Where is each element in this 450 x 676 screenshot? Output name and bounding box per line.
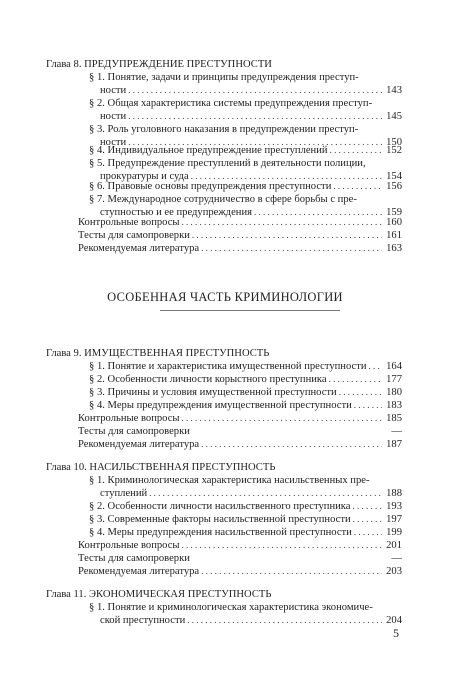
page-ref: 145 [386,111,402,122]
toc-entry: § 7. Международное сотрудничество в сфере борьбы с пре- ступностью и ее предупреждения . . . 159 [89,193,402,219]
page-ref: 188 [386,488,402,499]
page-ref: 193 [386,501,402,512]
toc-entry: § 2. Общая характеристика системы предупреждения преступ- ности . . . 145 [89,97,402,123]
page-ref: 203 [386,566,402,577]
chapter-heading: Глава 9. ИМУЩЕСТВЕННАЯ ПРЕСТУПНОСТЬ [46,348,270,359]
page-ref: 156 [386,181,402,192]
toc-entry: § 1. Понятие, задачи и принципы предупреждения преступ- ности . . . 143 [89,71,402,97]
toc-entry: Рекомендуемая литература . . . 163 [78,242,402,255]
toc-entry: § 1. Понятие и криминологическая характеристика экономиче- ской преступности . . . 204 [89,601,402,627]
toc-entry: § 1. Понятие и характеристика имущественной преступности . . . 164 [89,360,402,373]
section-heading: ОСОБЕННАЯ ЧАСТЬ КРИМИНОЛОГИИ [107,290,343,304]
page-ref: 201 [386,540,402,551]
toc-entry: § 1. Криминологическая характеристика насильственных пре- ступлений . . . 188 [89,474,402,500]
toc-entry: § 6. Правовые основы предупреждения преступности . . . 156 [89,180,402,193]
toc-entry: Контрольные вопросы . . . 185 [78,412,402,425]
toc-entry: § 4. Меры предупреждения насильственной преступности . . . 199 [89,526,402,539]
page-ref: 187 [386,439,402,450]
toc-entry: § 3. Причины и условия имущественной преступности . . . 180 [89,386,402,399]
toc-entry: § 2. Особенности личности корыстного преступника . . . 177 [89,373,402,386]
page-ref: 160 [386,217,402,228]
toc-entry: Контрольные вопросы . . . 201 [78,539,402,552]
toc-entry: Тесты для самопроверки — [78,426,402,437]
toc-entry: § 2. Особенности личности насильственного преступника . . . 193 [89,500,402,513]
page-ref: 161 [386,230,402,241]
page-ref: 199 [386,527,402,538]
page-ref: — [391,426,402,437]
chapter-heading: Глава 11. ЭКОНОМИЧЕСКАЯ ПРЕСТУПНОСТЬ [46,589,272,600]
page-ref: 159 [386,207,402,218]
toc-entry: § 3. Современные факторы насильственной преступности . . . 197 [89,513,402,526]
toc-entry: § 4. Меры предупреждения имущественной преступности . . . 183 [89,399,402,412]
page-ref: 164 [386,361,402,372]
toc-entry: § 5. Предупреждение преступлений в деятельности полиции, прокуратуры и суда . . . 154 [89,157,402,183]
chapter-heading: Глава 10. НАСИЛЬСТВЕННАЯ ПРЕСТУПНОСТЬ [46,462,276,473]
toc-entry: Контрольные вопросы . . . 160 [78,216,402,229]
page-ref: 183 [386,400,402,411]
toc-entry: Тесты для самопроверки . . . 161 [78,229,402,242]
toc-entry: Тесты для самопроверки — [78,553,402,564]
page-ref: 150 [386,137,402,148]
page-ref: 177 [386,374,402,385]
page-ref: 163 [386,243,402,254]
toc-entry: § 4. Индивидуальное предупреждение преступлений . . . 152 [89,144,402,157]
chapter-heading: Глава 8. ПРЕДУПРЕЖДЕНИЕ ПРЕСТУПНОСТИ [46,59,272,70]
toc-entry: § 3. Роль уголовного наказания в предупреждении преступ- ности . . . 150 [89,123,402,149]
page-ref: 143 [386,85,402,96]
page-number: 5 [393,626,399,640]
page-ref: 197 [386,514,402,525]
page-ref: — [391,553,402,564]
toc-entry: Рекомендуемая литература . . . 203 [78,565,402,578]
page-ref: 204 [386,615,402,626]
toc-entry: Рекомендуемая литература . . . 187 [78,438,402,451]
page-ref: 152 [386,145,402,156]
page-ref: 185 [386,413,402,424]
page-ref: 154 [386,171,402,182]
page-ref: 180 [386,387,402,398]
divider [160,310,340,311]
